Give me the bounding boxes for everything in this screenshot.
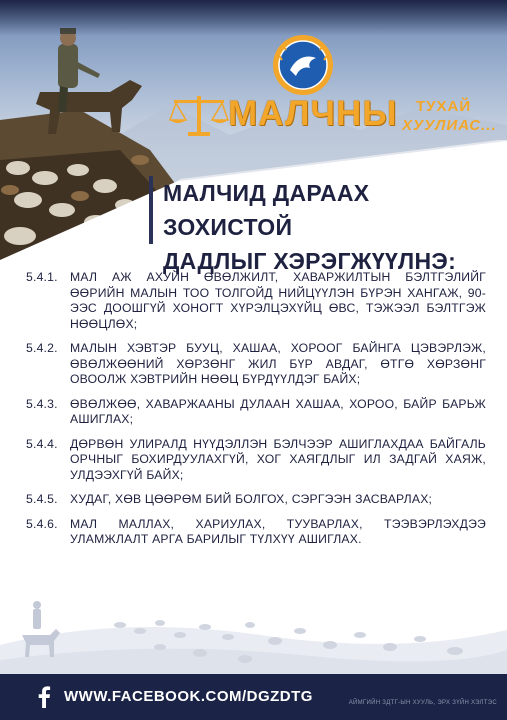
list-item: [26, 437, 486, 484]
herd-sketch-image: [0, 575, 507, 675]
heading-line-2: ДАДЛЫГ ХЭРЭГЖҮҮЛНЭ:: [163, 248, 457, 274]
list-item: [26, 341, 486, 388]
facebook-icon[interactable]: [35, 686, 53, 708]
top-band: [0, 0, 507, 36]
list-item: [26, 270, 486, 332]
item-text: МАЛ МАЛЛАХ, ХАРИУЛАХ, ТУУВАРЛАХ, ТЭЭВЭРЛЭХДЭЭ УЛАМЖЛАЛТ АРГА БАРИЛЫГ ТҮЛХҮҮ АШИГЛАХ.: [70, 516, 486, 546]
item-text: ӨВӨЛЖӨӨ, ХАВАРЖААНЫ ДУЛААН ХАШАА, ХОРОО, БАЙР БАРЬЖ АШИГЛАХ;: [70, 396, 486, 426]
title-sub-1: ТУХАЙ: [416, 98, 472, 115]
section-heading: [163, 176, 503, 278]
footer-credit: АЙМГИЙН ЗДТГ-ЫН ХУУЛЬ, ЭРХ ЗҮЙН ХЭЛТЭС: [348, 700, 497, 706]
list-item: [26, 492, 486, 508]
title-sub-2: ХУУЛИАС...: [402, 117, 497, 134]
footer: [0, 674, 507, 720]
heading-line-1: МАЛЧИД ДАРААХ ЗОХИСТОЙ: [163, 180, 370, 240]
poster-title: [168, 92, 498, 140]
item-text: МАЛЫН ХЭВТЭР БУУЦ, ХАШАА, ХОРООГ БАЙНГА ЦЭВЭРЛЭЖ, ӨВӨЛЖӨӨНИЙ ХӨРЗӨНГ ЖИЛ БҮР АВДАГ, ӨТГӨ ХӨРЗӨНГ ОВООЛЖ ХЭВТРИЙН НӨӨЦ БҮРДҮҮЛДЭГ БАЙХ;: [70, 341, 486, 386]
item-number: 5.4.5.: [26, 492, 58, 506]
list-item: [26, 397, 486, 428]
list-item: [26, 517, 486, 548]
item-number: 5.4.4.: [26, 436, 58, 451]
facebook-link[interactable]: WWW.FACEBOOK.COM/DGZDTG: [64, 688, 313, 705]
title-main: МАЛЧНЫ: [228, 94, 398, 133]
item-number: 5.4.6.: [26, 516, 58, 531]
item-number: 5.4.2.: [26, 341, 58, 355]
item-text: ДӨРВӨН УЛИРАЛД НҮҮДЭЛЛЭН БЭЛЧЭЭР АШИГЛАХДАА БАЙГАЛЬ ОРЧНЫГ БОХИРДУУЛАХГҮЙ, ХОГ ХАЯГДЛЫГ ИЛ ЗАДГАЙ ХАЯЖ, УЛДЭЭХГҮЙ БАЙХ;: [70, 436, 486, 482]
heading-accent-bar: [149, 176, 153, 244]
item-text: МАЛ АЖ АХУЙН ӨВӨЛЖИЛТ, ХАВАРЖИЛТЫН БЭЛТГЭЛИЙГ ӨӨРИЙН МАЛЫН ТОО ТОЛГОЙД НИЙЦҮҮЛЭН БҮРЭН ХАНГАЖ, 90-ЭЭС ДООШГҮЙ ХОНОГТ ХҮРЭЛЦЭХҮЙЦ ӨВС, ТЭЖЭЭЛ БЭЛТГЭЖ НӨӨЦЛӨХ;: [70, 270, 486, 331]
item-number: 5.4.1.: [26, 270, 58, 284]
item-text: ХУДАГ, ХӨВ ЦӨӨРӨМ БИЙ БОЛГОХ, СЭРГЭЭН ЗАСВАРЛАХ;: [70, 492, 433, 506]
provisions-list: [26, 270, 486, 557]
dove-emblem-icon: [272, 34, 334, 96]
scales-icon: [168, 92, 230, 138]
item-number: 5.4.3.: [26, 396, 58, 411]
